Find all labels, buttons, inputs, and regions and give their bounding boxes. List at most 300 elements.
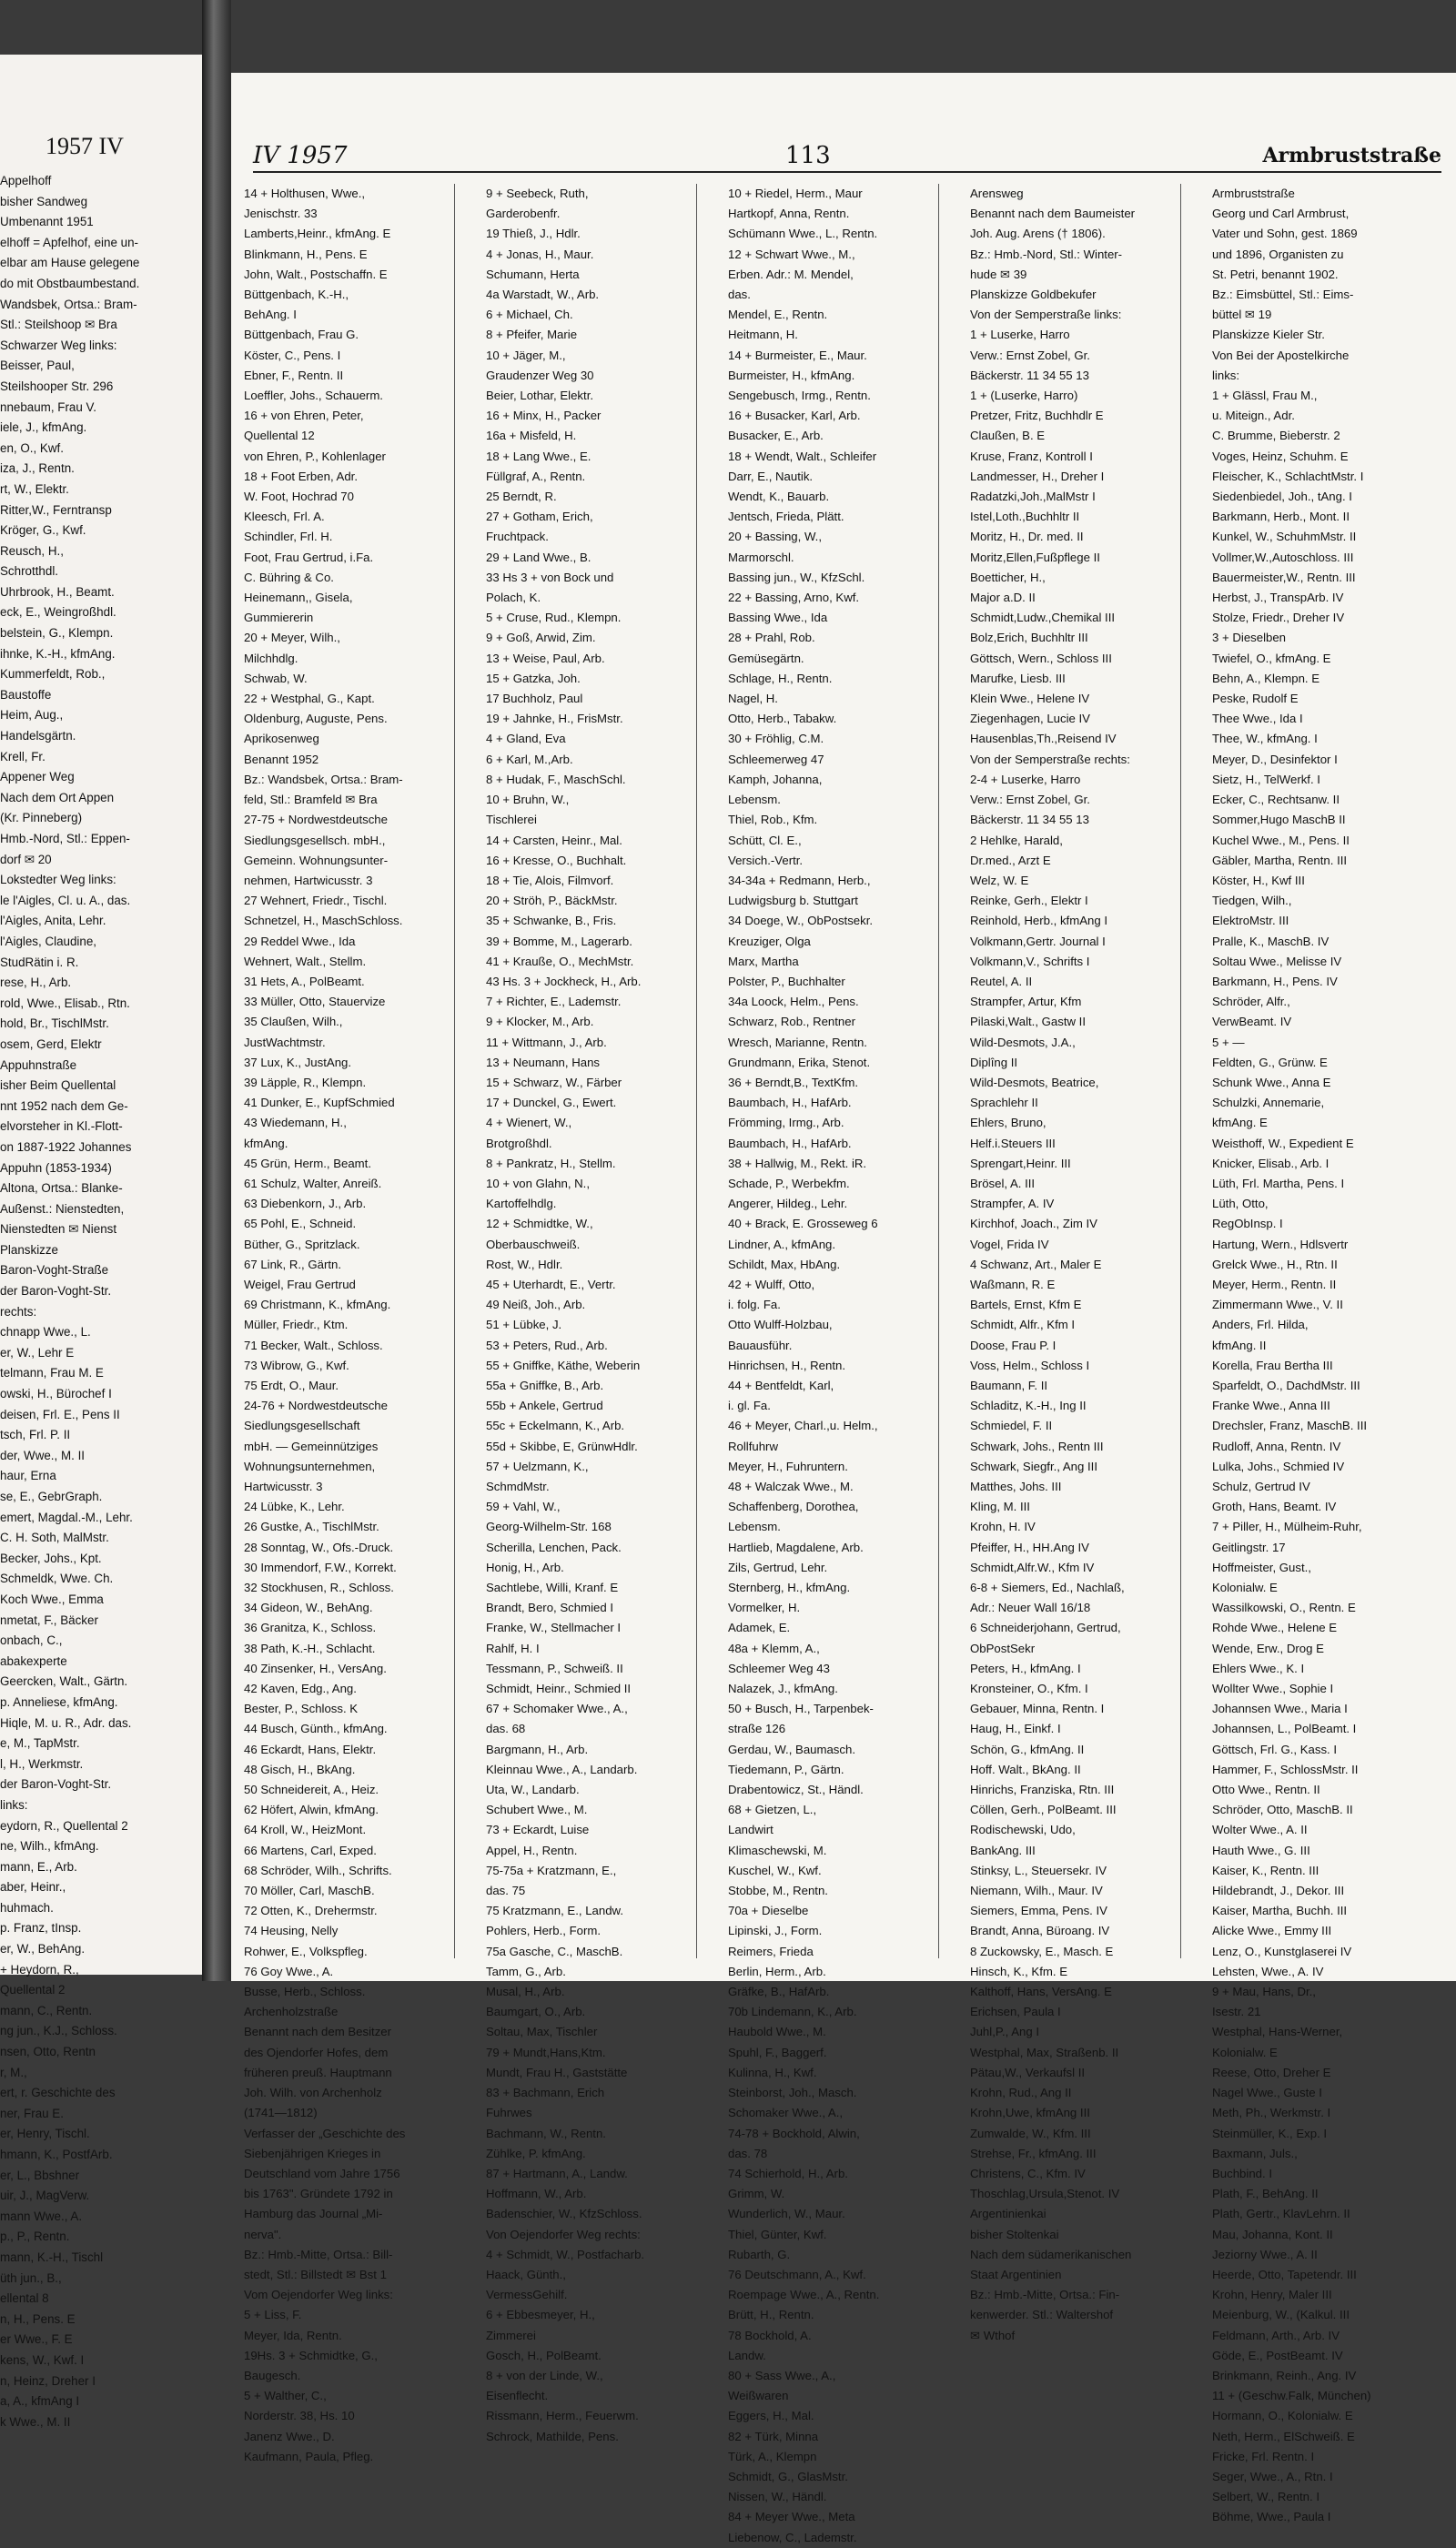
directory-entry-line: 73 Wibrow, G., Kwf. xyxy=(244,1358,349,1372)
directory-entry-line: Drechsler, Franz, MaschB. III xyxy=(1212,1419,1368,1433)
directory-entry-line: 73 + Eckardt, Luise xyxy=(486,1823,590,1837)
directory-entry-line: 12 + Schwart Wwe., M., xyxy=(728,247,855,261)
directory-entry-line: Thoschlag,Ursula,Stenot. IV xyxy=(970,2187,1120,2201)
directory-entry-line: VermessGehilf. xyxy=(486,2288,568,2302)
directory-entry-line: Hartung, Wern., Hdlsvertr xyxy=(1212,1237,1349,1251)
directory-entry-line: W. Foot, Hochrad 70 xyxy=(244,490,354,504)
left-page-line: (Kr. Pinneberg) xyxy=(0,811,83,825)
directory-entry-line: Türk, A., Klempn xyxy=(728,2449,817,2463)
directory-entry-line: 6 Schneiderjohann, Gertrud, xyxy=(970,1621,1121,1635)
directory-entry-line: Darr, E., Nautik. xyxy=(728,469,814,483)
directory-entry-line: Spuhl, F., Baggerf. xyxy=(728,2045,827,2059)
directory-entry-line: Bartels, Ernst, Kfm E xyxy=(970,1298,1082,1312)
directory-entry-line: Stinksy, L., Steuersekr. IV xyxy=(970,1863,1107,1877)
left-page-line: isher Beim Quellental xyxy=(0,1078,116,1093)
directory-entry-line: 3 + Dieselben xyxy=(1212,631,1287,645)
directory-entry-line: Kreuziger, Olga xyxy=(728,934,811,948)
directory-entry-line: Niemann, Wilh., Maur. IV xyxy=(970,1884,1103,1898)
directory-entry-line: Kleinnau Wwe., A., Landarb. xyxy=(486,1762,638,1776)
directory-entry-line: Meyer, Ida, Rentn. xyxy=(244,2328,342,2342)
directory-entry-line: Schleemerweg 47 xyxy=(728,752,824,766)
directory-entry-line: Baugesch. xyxy=(244,2368,301,2382)
directory-entry-line: 4 Schwanz, Art., Maler E xyxy=(970,1257,1102,1271)
directory-entry-line: 33 Müller, Otto, Stauervize xyxy=(244,995,386,1009)
directory-entry-line: Vogel, Frida IV xyxy=(970,1237,1049,1251)
left-page-line: er, W., BehAng. xyxy=(0,1942,86,1956)
directory-entry-line: 55b + Ankele, Gertrud xyxy=(486,1399,603,1413)
directory-entry-line: Jentsch, Frieda, Plätt. xyxy=(728,510,844,524)
directory-entry-line: Erichsen, Paula I xyxy=(970,2005,1061,2019)
directory-entry-line: ObPostSekr xyxy=(970,1641,1036,1655)
left-page-line: Kröger, G., Kwf. xyxy=(0,523,86,538)
left-page-line: rold, Wwe., Elisab., Rtn. xyxy=(0,996,130,1010)
directory-entry-line: Marmorschl. xyxy=(728,550,794,564)
left-page-line: rt, W., Elektr. xyxy=(0,481,69,496)
directory-entry-line: Matthes, Johs. III xyxy=(970,1480,1062,1493)
directory-entry-line: Ludwigsburg b. Stuttgart xyxy=(728,894,858,908)
directory-entry-line: Kuchel Wwe., M., Pens. II xyxy=(1212,833,1350,847)
directory-entry-line: Kaiser, K., Rentn. III xyxy=(1212,1863,1320,1877)
left-page-line: mann Wwe., A. xyxy=(0,2209,83,2223)
left-page-line: der Baron-Voght-Str. xyxy=(0,1284,112,1299)
left-page-line: Altona, Ortsa.: Blanke- xyxy=(0,1181,123,1196)
directory-entry-line: Ehlers Wwe., K. I xyxy=(1212,1661,1305,1675)
directory-entry-line: Kartoffelhdlg. xyxy=(486,1197,557,1211)
left-page-line: Reusch, H., xyxy=(0,543,64,558)
directory-entry-line: Versich.-Vertr. xyxy=(728,853,804,867)
directory-entry-line: 33 Hs 3 + von Bock und xyxy=(486,570,614,584)
directory-entry-line: Joh. Wilh. von Archenholz xyxy=(244,2086,382,2100)
left-page-line: Baron-Voght-Straße xyxy=(0,1263,109,1278)
directory-entry-line: Rohde Wwe., Helene E xyxy=(1212,1621,1338,1635)
directory-entry-line: Benannt nach dem Besitzer xyxy=(244,2025,392,2039)
directory-entry-line: Vater und Sohn, gest. 1869 xyxy=(1212,227,1358,241)
directory-entry-line: Brotgroßhdl. xyxy=(486,1136,552,1150)
directory-entry-line: Bargmann, H., Arb. xyxy=(486,1742,589,1756)
left-page-line: Heim, Aug., xyxy=(0,708,64,723)
directory-entry-line: 5 + Cruse, Rud., Klempn. xyxy=(486,611,622,625)
directory-entry-line: Benannt 1952 xyxy=(244,752,319,766)
directory-entry-line: Hildebrandt, J., Dekor. III xyxy=(1212,1884,1345,1898)
left-page-line: ne, Wilh., kfmAng. xyxy=(0,1839,99,1854)
directory-entry-line: Baumann, F. II xyxy=(970,1378,1048,1392)
directory-entry-line: Grimm, W. xyxy=(728,2187,785,2201)
left-page-line: Baustoffe xyxy=(0,687,52,702)
directory-entry-line: Schröder, Otto, MaschB. II xyxy=(1212,1803,1353,1817)
directory-entry-line: St. Petri, benannt 1902. xyxy=(1212,267,1339,281)
directory-entry-line: Ziegenhagen, Lucie IV xyxy=(970,712,1090,726)
directory-entry-line: Hartkopf, Anna, Rentn. xyxy=(728,207,850,221)
left-page-line: telmann, Frau M. E xyxy=(0,1366,104,1380)
directory-entry-line: 70a + Dieselbe xyxy=(728,1904,809,1918)
directory-entry-line: Tamm, G., Arb. xyxy=(486,1964,566,1978)
directory-entry-line: 6 + Ebbesmeyer, H., xyxy=(486,2308,595,2322)
left-page-line: hold, Br., TischlMstr. xyxy=(0,1016,109,1031)
directory-entry-line: Sengebusch, Irmg., Rentn. xyxy=(728,389,871,403)
directory-entry-line: Deutschland vom Jahre 1756 xyxy=(244,2166,400,2180)
directory-entry-line: John, Walt., Postschaffn. E xyxy=(244,267,388,281)
directory-entry-line: Nach dem südamerikanischen xyxy=(970,2247,1132,2261)
directory-entry-line: Siebenjährigen Krieges in xyxy=(244,2146,381,2160)
directory-entry-line: Bachmann, W., Rentn. xyxy=(486,2126,606,2140)
directory-entry-line: Siedlungsgesellschaft xyxy=(244,1419,360,1433)
directory-entry-line: Bäckerstr. 11 34 55 13 xyxy=(970,368,1089,382)
directory-entry-line: Rollfuhrw xyxy=(728,1439,778,1453)
directory-entry-line: Neth, Herm., ElSchweiß. E xyxy=(1212,2429,1355,2443)
directory-entry-line: 79 + Mundt,Hans,Ktm. xyxy=(486,2045,606,2059)
left-page-line: haur, Erna xyxy=(0,1469,56,1483)
directory-entry-line: Sprachlehr II xyxy=(970,1096,1038,1110)
left-page-line: k Wwe., M. II xyxy=(0,2414,71,2429)
directory-entry-line: Reese, Otto, Dreher E xyxy=(1212,2065,1331,2079)
directory-entry-line: Schulzki, Annemarie, xyxy=(1212,1096,1325,1110)
directory-entry-line: Bz.: Wandsbek, Ortsa.: Bram- xyxy=(244,772,403,786)
directory-entry-line: Loeffler, Johs., Schauerm. xyxy=(244,389,383,403)
left-page-line: chnapp Wwe., L. xyxy=(0,1325,91,1340)
directory-entry-line: Verw.: Ernst Zobel, Gr. xyxy=(970,793,1090,807)
directory-entry-line: Weigel, Frau Gertrud xyxy=(244,1277,356,1291)
directory-entry-line: 61 Schulz, Walter, Anreiß. xyxy=(244,1176,382,1190)
left-page-line: ert, r. Geschichte des xyxy=(0,2086,116,2100)
directory-entry-line: Zimmermann Wwe., V. II xyxy=(1212,1298,1343,1312)
directory-entry-line: 16 + Minx, H., Packer xyxy=(486,409,602,423)
directory-entry-line: 40 + Brack, E. Grosseweg 6 xyxy=(728,1217,878,1231)
directory-entry-line: 14 + Holthusen, Wwe., xyxy=(244,187,366,200)
directory-entry-line: Frömming, Irmg., Arb. xyxy=(728,1116,844,1130)
left-page-line: Lokstedter Weg links: xyxy=(0,873,116,887)
directory-entry-line: Rohwer, E., Volkspfleg. xyxy=(244,1944,368,1958)
directory-entry-line: 22 + Westphal, G., Kapt. xyxy=(244,692,375,706)
directory-entry-line: Adamek, E. xyxy=(728,1621,791,1635)
directory-entry-line: Hauth Wwe., G. III xyxy=(1212,1843,1310,1857)
directory-entry-line: 55 + Gniffke, Käthe, Weberin xyxy=(486,1358,641,1372)
left-page-line: deisen, Frl. E., Pens II xyxy=(0,1407,120,1421)
directory-entry-line: Aprikosenweg xyxy=(244,732,319,746)
left-page-line: Appuhn (1853-1934) xyxy=(0,1160,112,1175)
directory-entry-line: Thiel, Rob., Kfm. xyxy=(728,813,818,827)
directory-entry-line: 14 + Carsten, Heinr., Mal. xyxy=(486,833,622,847)
directory-entry-line: Nalazek, J., kfmAng. xyxy=(728,1682,838,1696)
directory-entry-line: Westphal, Hans-Werner, xyxy=(1212,2025,1343,2039)
directory-entry-line: von Ehren, P., Kohlenlager xyxy=(244,449,386,463)
directory-entry-line: Garderobenfr. xyxy=(486,207,561,221)
directory-entry-line: 46 + Meyer, Charl.,u. Helm., xyxy=(728,1419,878,1433)
directory-entry-line: Strehse, Fr., kfmAng. III xyxy=(970,2146,1097,2160)
directory-entry-line: Otto Wulff-Holzbau, xyxy=(728,1318,833,1332)
directory-entry-line: Feldten, G., Grünw. E xyxy=(1212,1055,1328,1069)
directory-entry-line: Voges, Heinz, Schuhm. E xyxy=(1212,449,1349,463)
directory-entry-line: Hinsch, K., Kfm. E xyxy=(970,1964,1067,1978)
directory-entry-line: Siemers, Emma, Pens. IV xyxy=(970,1904,1107,1918)
directory-entry-line: Siedenbiedel, Joh., tAng. I xyxy=(1212,490,1352,504)
directory-entry-line: 16 + von Ehren, Peter, xyxy=(244,409,364,423)
left-page-line: StudRätin i. R. xyxy=(0,955,79,969)
directory-entry-line: Volkmann,Gertr. Journal I xyxy=(970,934,1106,948)
directory-entry-line: Hormann, O., Kolonialw. E xyxy=(1212,2409,1353,2423)
directory-entry-line: 18 + Lang Wwe., E. xyxy=(486,449,592,463)
directory-entry-line: 2 Hehlke, Harald, xyxy=(970,833,1063,847)
directory-entry-line: Angerer, Hildeg., Lehr. xyxy=(728,1197,848,1211)
directory-entry-line: Rubarth, G. xyxy=(728,2247,791,2261)
directory-entry-line: Nissen, W., Händl. xyxy=(728,2490,827,2504)
directory-entry-line: Ehlers, Bruno, xyxy=(970,1116,1046,1130)
directory-entry-line: Beier, Lothar, Elektr. xyxy=(486,389,594,403)
directory-entry-line: Milchhdlg. xyxy=(244,651,298,665)
left-page-line: Beisser, Paul, xyxy=(0,359,75,373)
directory-entry-line: 15 + Gatzka, Joh. xyxy=(486,671,581,685)
directory-entry-line: nehmen, Hartwicusstr. 3 xyxy=(244,873,373,887)
directory-entry-line: links: xyxy=(1212,368,1240,382)
left-page-line: nsen, Otto, Rentn xyxy=(0,2045,96,2059)
directory-entry-line: Fricke, Frl. Rentn. I xyxy=(1212,2449,1315,2463)
directory-entry-line: Foot, Frau Gertrud, i.Fa. xyxy=(244,550,374,564)
directory-entry-line: 4 + Jonas, H., Maur. xyxy=(486,247,594,261)
directory-columns xyxy=(244,184,1441,2544)
directory-entry-line: Schwark, Siegfr., Ang III xyxy=(970,1459,1097,1473)
directory-entry-line: Gäbler, Martha, Rentn. III xyxy=(1212,853,1348,867)
directory-entry-line: Volkmann,V., Schrifts I xyxy=(970,954,1090,968)
directory-entry-line: Wehnert, Walt., Stellm. xyxy=(244,954,367,968)
directory-entry-line: 74-78 + Bockhold, Alwin, xyxy=(728,2126,860,2140)
directory-entry-line: 10 + Bruhn, W., xyxy=(486,793,570,807)
directory-entry-line: Lipinski, J., Form. xyxy=(728,1924,823,1938)
directory-entry-line: Gosch, H., PolBeamt. xyxy=(486,2348,602,2362)
directory-entry-line: 50 + Busch, H., Tarpenbek- xyxy=(728,1702,874,1716)
directory-entry-line: Weißwaren xyxy=(728,2389,789,2403)
directory-entry-line: Kronsteiner, O., Kfm. I xyxy=(970,1682,1088,1696)
directory-entry-line: Hinrichsen, H., Rentn. xyxy=(728,1358,845,1372)
left-page-line: er Wwe., F. E xyxy=(0,2332,73,2347)
directory-entry-line: Meyer, H., Fuhruntern. xyxy=(728,1459,848,1473)
directory-entry-line: BankAng. III xyxy=(970,1843,1036,1857)
directory-entry-line: Juhl,P., Ang I xyxy=(970,2025,1040,2039)
directory-entry-line: Grelck Wwe., H., Rtn. II xyxy=(1212,1257,1338,1271)
directory-entry-line: 24 Lübke, K., Lehr. xyxy=(244,1500,345,1514)
left-page-line: uir, J., MagVerw. xyxy=(0,2189,90,2203)
directory-entry-line: Wassilkowski, O., Rentn. E xyxy=(1212,1601,1356,1615)
directory-entry-line: Füllgraf, A., Rentn. xyxy=(486,469,586,483)
directory-entry-line: Planskizze Goldbekufer xyxy=(970,288,1097,302)
directory-entry-line: 10 + von Glahn, N., xyxy=(486,1176,590,1190)
directory-entry-line: 44 + Bentfeldt, Karl, xyxy=(728,1378,834,1392)
left-page-line: Appener Weg xyxy=(0,770,75,784)
directory-entry-line: u. Miteign., Adr. xyxy=(1212,409,1295,423)
directory-entry-line: Sommer,Hugo MaschB II xyxy=(1212,813,1346,827)
left-page-line: ihnke, K.-H., kfmAng. xyxy=(0,646,116,661)
directory-entry-line: 13 + Weise, Paul, Arb. xyxy=(486,651,605,665)
directory-entry-line: C. Brumme, Bieberstr. 2 xyxy=(1212,429,1340,443)
left-page-line: belstein, G., Klempn. xyxy=(0,626,114,641)
directory-entry-line: 25 Berndt, R. xyxy=(486,490,557,504)
left-page-line: n, Heinz, Dreher I xyxy=(0,2373,96,2388)
left-page-line: ner, Frau E. xyxy=(0,2106,64,2120)
directory-entry-line: Fruchtpack. xyxy=(486,530,549,544)
directory-entry-line: Hoffmann, W., Arb. xyxy=(486,2187,587,2201)
directory-entry-line: Soltau Wwe., Melisse IV xyxy=(1212,954,1342,968)
directory-entry-line: mbH. — Gemeinnütziges xyxy=(244,1439,379,1453)
directory-entry-line: 7 + Richter, E., Lademstr. xyxy=(486,995,622,1009)
directory-entry-line: Nagel Wwe., Guste I xyxy=(1212,2086,1322,2100)
directory-entry-line: Baumbach, H., HafArb. xyxy=(728,1096,852,1110)
directory-entry-line: 10 + Riedel, Herm., Maur xyxy=(728,187,863,200)
directory-entry-line: Rodischewski, Udo, xyxy=(970,1823,1076,1837)
directory-entry-line: 29 Reddel Wwe., Ida xyxy=(244,934,356,948)
directory-entry-line: Soltau, Max, Tischler xyxy=(486,2025,598,2039)
directory-entry-line: früheren preuß. Hauptmann xyxy=(244,2065,392,2079)
directory-entry-line: 76 Deutschmann, A., Kwf. xyxy=(728,2267,866,2281)
directory-entry-line: Gräfke, B., HafArb. xyxy=(728,1985,830,1999)
directory-entry-line: Geitlingstr. 17 xyxy=(1212,1540,1286,1554)
directory-entry-line: 11 + (Geschw.Falk, München) xyxy=(1212,2389,1371,2403)
directory-entry-line: 8 + Pfeifer, Marie xyxy=(486,328,578,342)
directory-entry-line: Alicke Wwe., Emmy III xyxy=(1212,1924,1332,1938)
left-page-line: abakexperte xyxy=(0,1653,67,1668)
directory-entry-line: Schleemer Weg 43 xyxy=(728,1661,830,1675)
left-page-line: Handelsgärtn. xyxy=(0,729,76,743)
directory-entry-line: 34a Loock, Helm., Pens. xyxy=(728,995,859,1009)
directory-entry-line: 16 + Busacker, Karl, Arb. xyxy=(728,409,861,423)
directory-entry-line: i. gl. Fa. xyxy=(728,1399,771,1413)
directory-entry-line: Zumwalde, W., Kfm. III xyxy=(970,2126,1091,2140)
directory-entry-line: Bäckerstr. 11 34 55 13 xyxy=(970,813,1089,827)
directory-entry-line: Burmeister, H., kfmAng. xyxy=(728,368,855,382)
directory-entry-line: 44 Busch, Günth., kfmAng. xyxy=(244,1722,388,1736)
directory-entry-line: Baumbach, H., HafArb. xyxy=(728,1136,852,1150)
directory-entry-line: 1 + Glässl, Frau M., xyxy=(1212,389,1318,403)
directory-entry-line: Benannt nach dem Baumeister xyxy=(970,207,1136,221)
directory-entry-line: 57 + Uelzmann, K., xyxy=(486,1459,589,1473)
directory-entry-line: 34 Doege, W., ObPostsekr. xyxy=(728,914,874,928)
directory-entry-line: Schmidt, G., GlasMstr. xyxy=(728,2469,848,2483)
left-page-line: Krell, Fr. xyxy=(0,749,46,763)
directory-entry-line: Franke Wwe., Anna III xyxy=(1212,1399,1330,1413)
directory-entry-line: Vollmer,W.,Autoschloss. III xyxy=(1212,550,1354,564)
directory-entry-line: 68 + Gietzen, L., xyxy=(728,1803,817,1817)
directory-column-1 xyxy=(244,184,455,2463)
directory-entry-line: Sprengart,Heinr. III xyxy=(970,1156,1071,1170)
directory-entry-line: Vormelker, H. xyxy=(728,1601,801,1615)
directory-entry-line: 18 + Wendt, Walt., Schleifer xyxy=(728,449,877,463)
directory-entry-line: Drabentowicz, St., Händl. xyxy=(728,1783,864,1797)
left-page-line: tsch, Frl. P. II xyxy=(0,1428,71,1442)
directory-entry-line: Groth, Hans, Beamt. IV xyxy=(1212,1500,1337,1514)
directory-entry-line: Reutel, A. II xyxy=(970,974,1033,988)
directory-entry-line: Badenschier, W., KfzSchloss. xyxy=(486,2207,642,2221)
left-page-line: C. H. Soth, MalMstr. xyxy=(0,1531,109,1545)
directory-column-5 xyxy=(1212,184,1423,2524)
directory-entry-line: Gemüsegärtn. xyxy=(728,651,804,665)
left-page-line: der Baron-Voght-Str. xyxy=(0,1777,112,1792)
left-page-line: elhoff = Apfelhof, eine un- xyxy=(0,235,139,249)
left-page-line: Planskizze xyxy=(0,1242,59,1257)
directory-entry-line: 19 + Jahnke, H., FrisMstr. xyxy=(486,712,623,726)
directory-entry-line: Jenischstr. 33 xyxy=(244,207,318,221)
directory-entry-line: Marx, Martha xyxy=(728,954,799,968)
left-page-line: Appelhoff xyxy=(0,174,52,187)
directory-entry-line: Böhme, Wwe., Paula I xyxy=(1212,2510,1331,2524)
directory-entry-line: Nagel, H. xyxy=(728,692,778,706)
directory-entry-line: Norderstr. 38, Hs. 10 xyxy=(244,2409,355,2423)
directory-entry-line: 8 + Pankratz, H., Stellm. xyxy=(486,1156,616,1170)
left-page-line: iza, J., Rentn. xyxy=(0,461,75,476)
directory-entry-line: Schwab, W. xyxy=(244,671,308,685)
directory-entry-line: 76 Goy Wwe., A. xyxy=(244,1964,334,1978)
directory-entry-line: 34-34a + Redmann, Herb., xyxy=(728,873,871,887)
directory-entry-line: Hoffmeister, Gust., xyxy=(1212,1560,1311,1574)
left-page-line: huhmach. xyxy=(0,1900,54,1915)
directory-entry-line: kfmAng. E xyxy=(1212,1116,1268,1130)
left-page-line: p. Franz, tInsp. xyxy=(0,1921,82,1936)
directory-entry-line: i. folg. Fa. xyxy=(728,1298,781,1312)
directory-entry-line: 35 Claußen, Wilh., xyxy=(244,1015,343,1029)
directory-entry-line: feld, Stl.: Bramfeld ✉ Bra xyxy=(244,793,378,807)
directory-entry-line: 22 + Bassing, Arno, Kwf. xyxy=(728,591,860,605)
directory-entry-line: Rudloff, Anna, Rentn. IV xyxy=(1212,1439,1341,1453)
left-page-line: er, Henry, Tischl. xyxy=(0,2127,90,2141)
directory-entry-line: Barkmann, Herb., Mont. II xyxy=(1212,510,1350,524)
directory-entry-line: Korella, Frau Bertha III xyxy=(1212,1358,1333,1372)
directory-entry-line: Oldenburg, Auguste, Pens. xyxy=(244,712,388,726)
directory-entry-line: Christens, C., Kfm. IV xyxy=(970,2166,1086,2180)
directory-entry-line: 70 Möller, Carl, MaschB. xyxy=(244,1884,375,1898)
directory-entry-line: Wolter Wwe., A. II xyxy=(1212,1823,1308,1837)
directory-entry-line: Major a.D. II xyxy=(970,591,1036,605)
directory-entry-line: Seger, Wwe., A., Rtn. I xyxy=(1212,2469,1333,2483)
directory-entry-line: 49 Neiß, Joh., Arb. xyxy=(486,1298,586,1312)
directory-entry-line: Behn, A., Klempn. E xyxy=(1212,671,1320,685)
directory-entry-line: des Ojendorfer Hofes, dem xyxy=(244,2045,389,2059)
directory-entry-line: Honig, H., Arb. xyxy=(486,1560,564,1574)
directory-entry-line: 78 Bockhold, A. xyxy=(728,2328,812,2342)
directory-entry-line: 45 + Uterhardt, E., Vertr. xyxy=(486,1277,616,1291)
left-page-line: a, A., kfmAng I xyxy=(0,2394,80,2409)
directory-entry-line: Ecker, C., Rechtsanw. II xyxy=(1212,793,1340,807)
directory-entry-line: Tiedgen, Wilh., xyxy=(1212,894,1292,908)
directory-entry-line: Von der Semperstraße links: xyxy=(970,308,1122,322)
directory-entry-line: Mau, Johanna, Kont. II xyxy=(1212,2227,1333,2241)
directory-entry-line: Rissmann, Herm., Feuerwm. xyxy=(486,2409,639,2423)
directory-entry-line: Kaiser, Martha, Buchh. III xyxy=(1212,1904,1348,1918)
directory-entry-line: Krohn,Uwe, kfmAng III xyxy=(970,2106,1090,2120)
directory-entry-line: Roempage Wwe., A., Rentn. xyxy=(728,2288,880,2302)
directory-entry-line: C. Bühring & Co. xyxy=(244,570,334,584)
directory-entry-line: Schrock, Mathilde, Pens. xyxy=(486,2429,619,2443)
directory-entry-line: Brinkmann, Reinh., Ang. IV xyxy=(1212,2368,1357,2382)
directory-entry-line: 29 + Land Wwe., B. xyxy=(486,550,592,564)
directory-entry-line: Lehsten, Wwe., A. IV xyxy=(1212,1964,1324,1978)
directory-entry-line: Bassing jun., W., KfzSchl. xyxy=(728,570,865,584)
directory-entry-line: Kamph, Johanna, xyxy=(728,772,823,786)
directory-entry-line: 5 + Walther, C., xyxy=(244,2389,327,2403)
directory-entry-line: Wendt, K., Bauarb. xyxy=(728,490,830,504)
directory-entry-line: Wild-Desmots, J.A., xyxy=(970,1035,1076,1049)
directory-entry-line: Graudenzer Weg 30 xyxy=(486,368,594,382)
directory-entry-line: Armbruststraße xyxy=(1212,187,1295,200)
directory-entry-line: Ebner, F., Rentn. II xyxy=(244,368,344,382)
directory-entry-line: Schindler, Frl. H. xyxy=(244,530,333,544)
directory-entry-line: Schwarz, Rob., Rentner xyxy=(728,1015,855,1029)
directory-entry-line: Oberbauschweiß. xyxy=(486,1237,581,1251)
directory-entry-line: 80 + Sass Wwe., A., xyxy=(728,2368,836,2382)
directory-entry-line: Brandt, Bero, Schmied I xyxy=(486,1601,614,1615)
directory-entry-line: Berlin, Herm., Arb. xyxy=(728,1964,826,1978)
directory-entry-line: SchmdMstr. xyxy=(486,1480,550,1493)
left-page-line: onbach, C., xyxy=(0,1633,63,1648)
left-page-line: Wandsbek, Ortsa.: Bram- xyxy=(0,297,137,311)
directory-entry-line: Landw. xyxy=(728,2348,766,2362)
directory-entry-line: Lulka, Johs., Schmied IV xyxy=(1212,1459,1345,1473)
directory-entry-line: Baumgart, O., Arb. xyxy=(486,2005,586,2019)
